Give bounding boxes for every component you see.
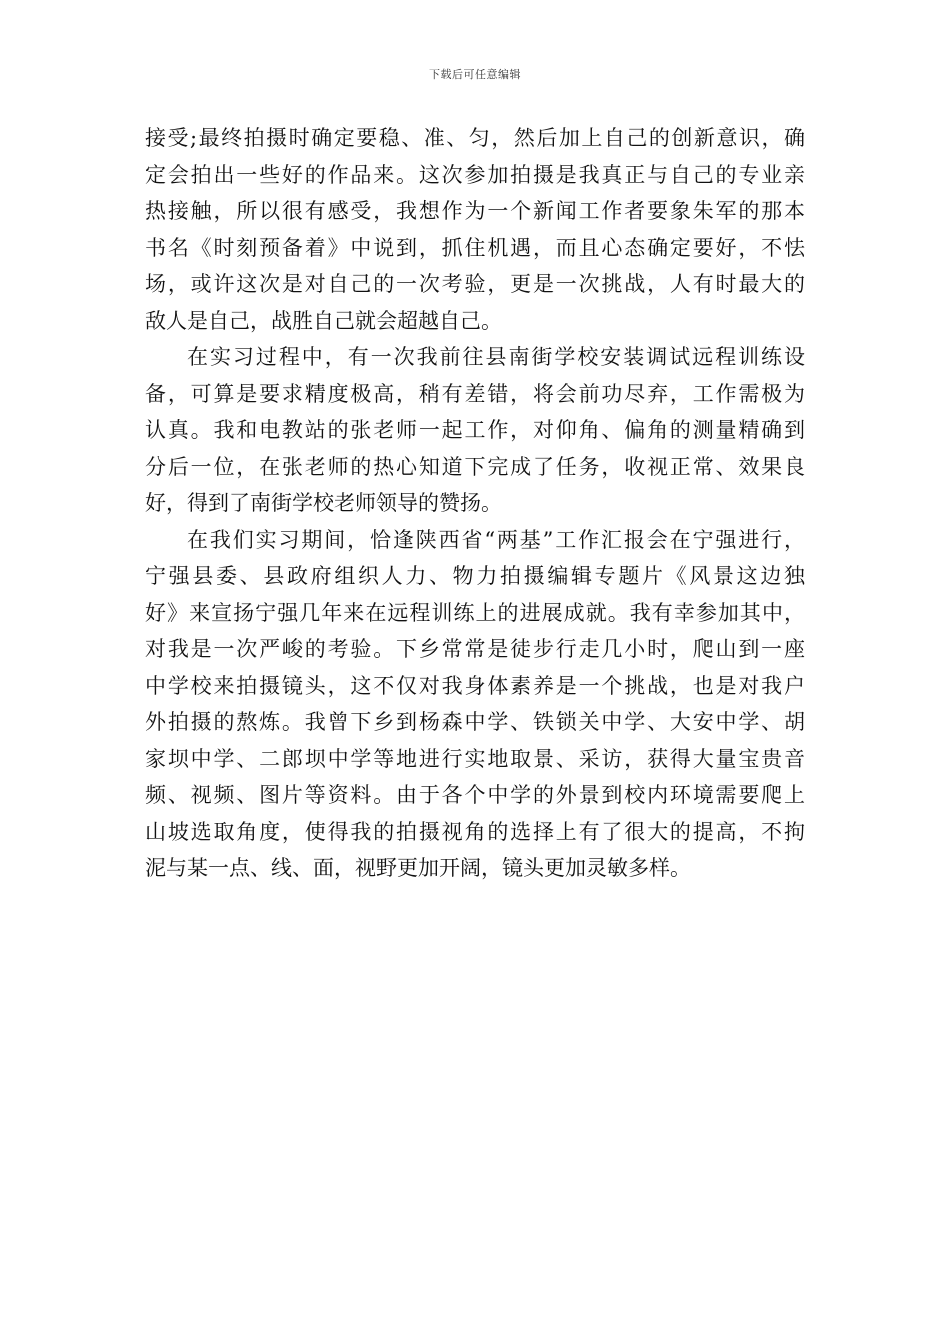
text-line: 备，可算是要求精度极高，稍有差错，将会前功尽弃，工作需极为 <box>145 381 805 406</box>
text-line: 山坡选取角度，使得我的拍摄视角的选择上有了很大的提高，不拘 <box>145 819 805 844</box>
page-header: 下载后可任意编辑 <box>429 68 521 81</box>
paragraph-1 <box>145 120 805 339</box>
text-line: 频、视频、图片等资料。由于各个中学的外景到校内环境需要爬上 <box>145 783 805 807</box>
text-line: 敌人是自己，战胜自己就会超越自己。 <box>145 308 502 333</box>
paragraph-3 <box>145 522 805 887</box>
text-line: 书名《时刻预备着》中说到，抓住机遇，而且心态确定要好，不怯 <box>145 235 805 260</box>
text-line: 场，或许这次是对自己的一次考验，更是一次挑战，人有时最大的 <box>145 272 805 296</box>
text-line: 好》来宣扬宁强几年来在远程训练上的进展成就。我有幸参加其中， <box>145 600 805 625</box>
text-line: 认真。我和电教站的张老师一起工作，对仰角、偏角的测量精确到 <box>145 418 805 442</box>
text-line: 接受;最终拍摄时确定要稳、准、匀，然后加上自己的创新意识，确 <box>145 126 805 150</box>
text-line: 外拍摄的熬炼。我曾下乡到杨森中学、铁锁关中学、大安中学、胡 <box>145 710 805 734</box>
text-line: 分后一位，在张老师的热心知道下完成了任务，收视正常、效果良 <box>145 454 805 479</box>
text-line: 热接触，所以很有感受，我想作为一个新闻工作者要象朱军的那本 <box>145 199 805 223</box>
text-line: 家坝中学、二郎坝中学等地进行实地取景、采访，获得大量宝贵音 <box>145 746 805 771</box>
text-line: 中学校来拍摄镜头，这不仅对我身体素养是一个挑战，也是对我户 <box>145 673 805 698</box>
text-line: 泥与某一点、线、面，视野更加开阔，镜头更加灵敏多样。 <box>145 856 691 880</box>
text-line: 对我是一次严峻的考验。下乡常常是徒步行走几小时，爬山到一座 <box>145 637 805 661</box>
text-line: 在我们实习期间，恰逢陕西省“两基”工作汇报会在宁强进行， <box>187 527 805 552</box>
text-line: 定会拍出一些好的作品来。这次参加拍摄是我真正与自己的专业亲 <box>145 162 805 187</box>
text-line: 好，得到了南街学校老师领导的赞扬。 <box>145 491 502 515</box>
text-line: 在实习过程中，有一次我前往县南街学校安装调试远程训练设 <box>187 345 805 369</box>
text-line: 宁强县委、县政府组织人力、物力拍摄编辑专题片《风景这边独 <box>145 564 805 588</box>
paragraph-2 <box>145 339 805 522</box>
document-body <box>145 120 805 887</box>
